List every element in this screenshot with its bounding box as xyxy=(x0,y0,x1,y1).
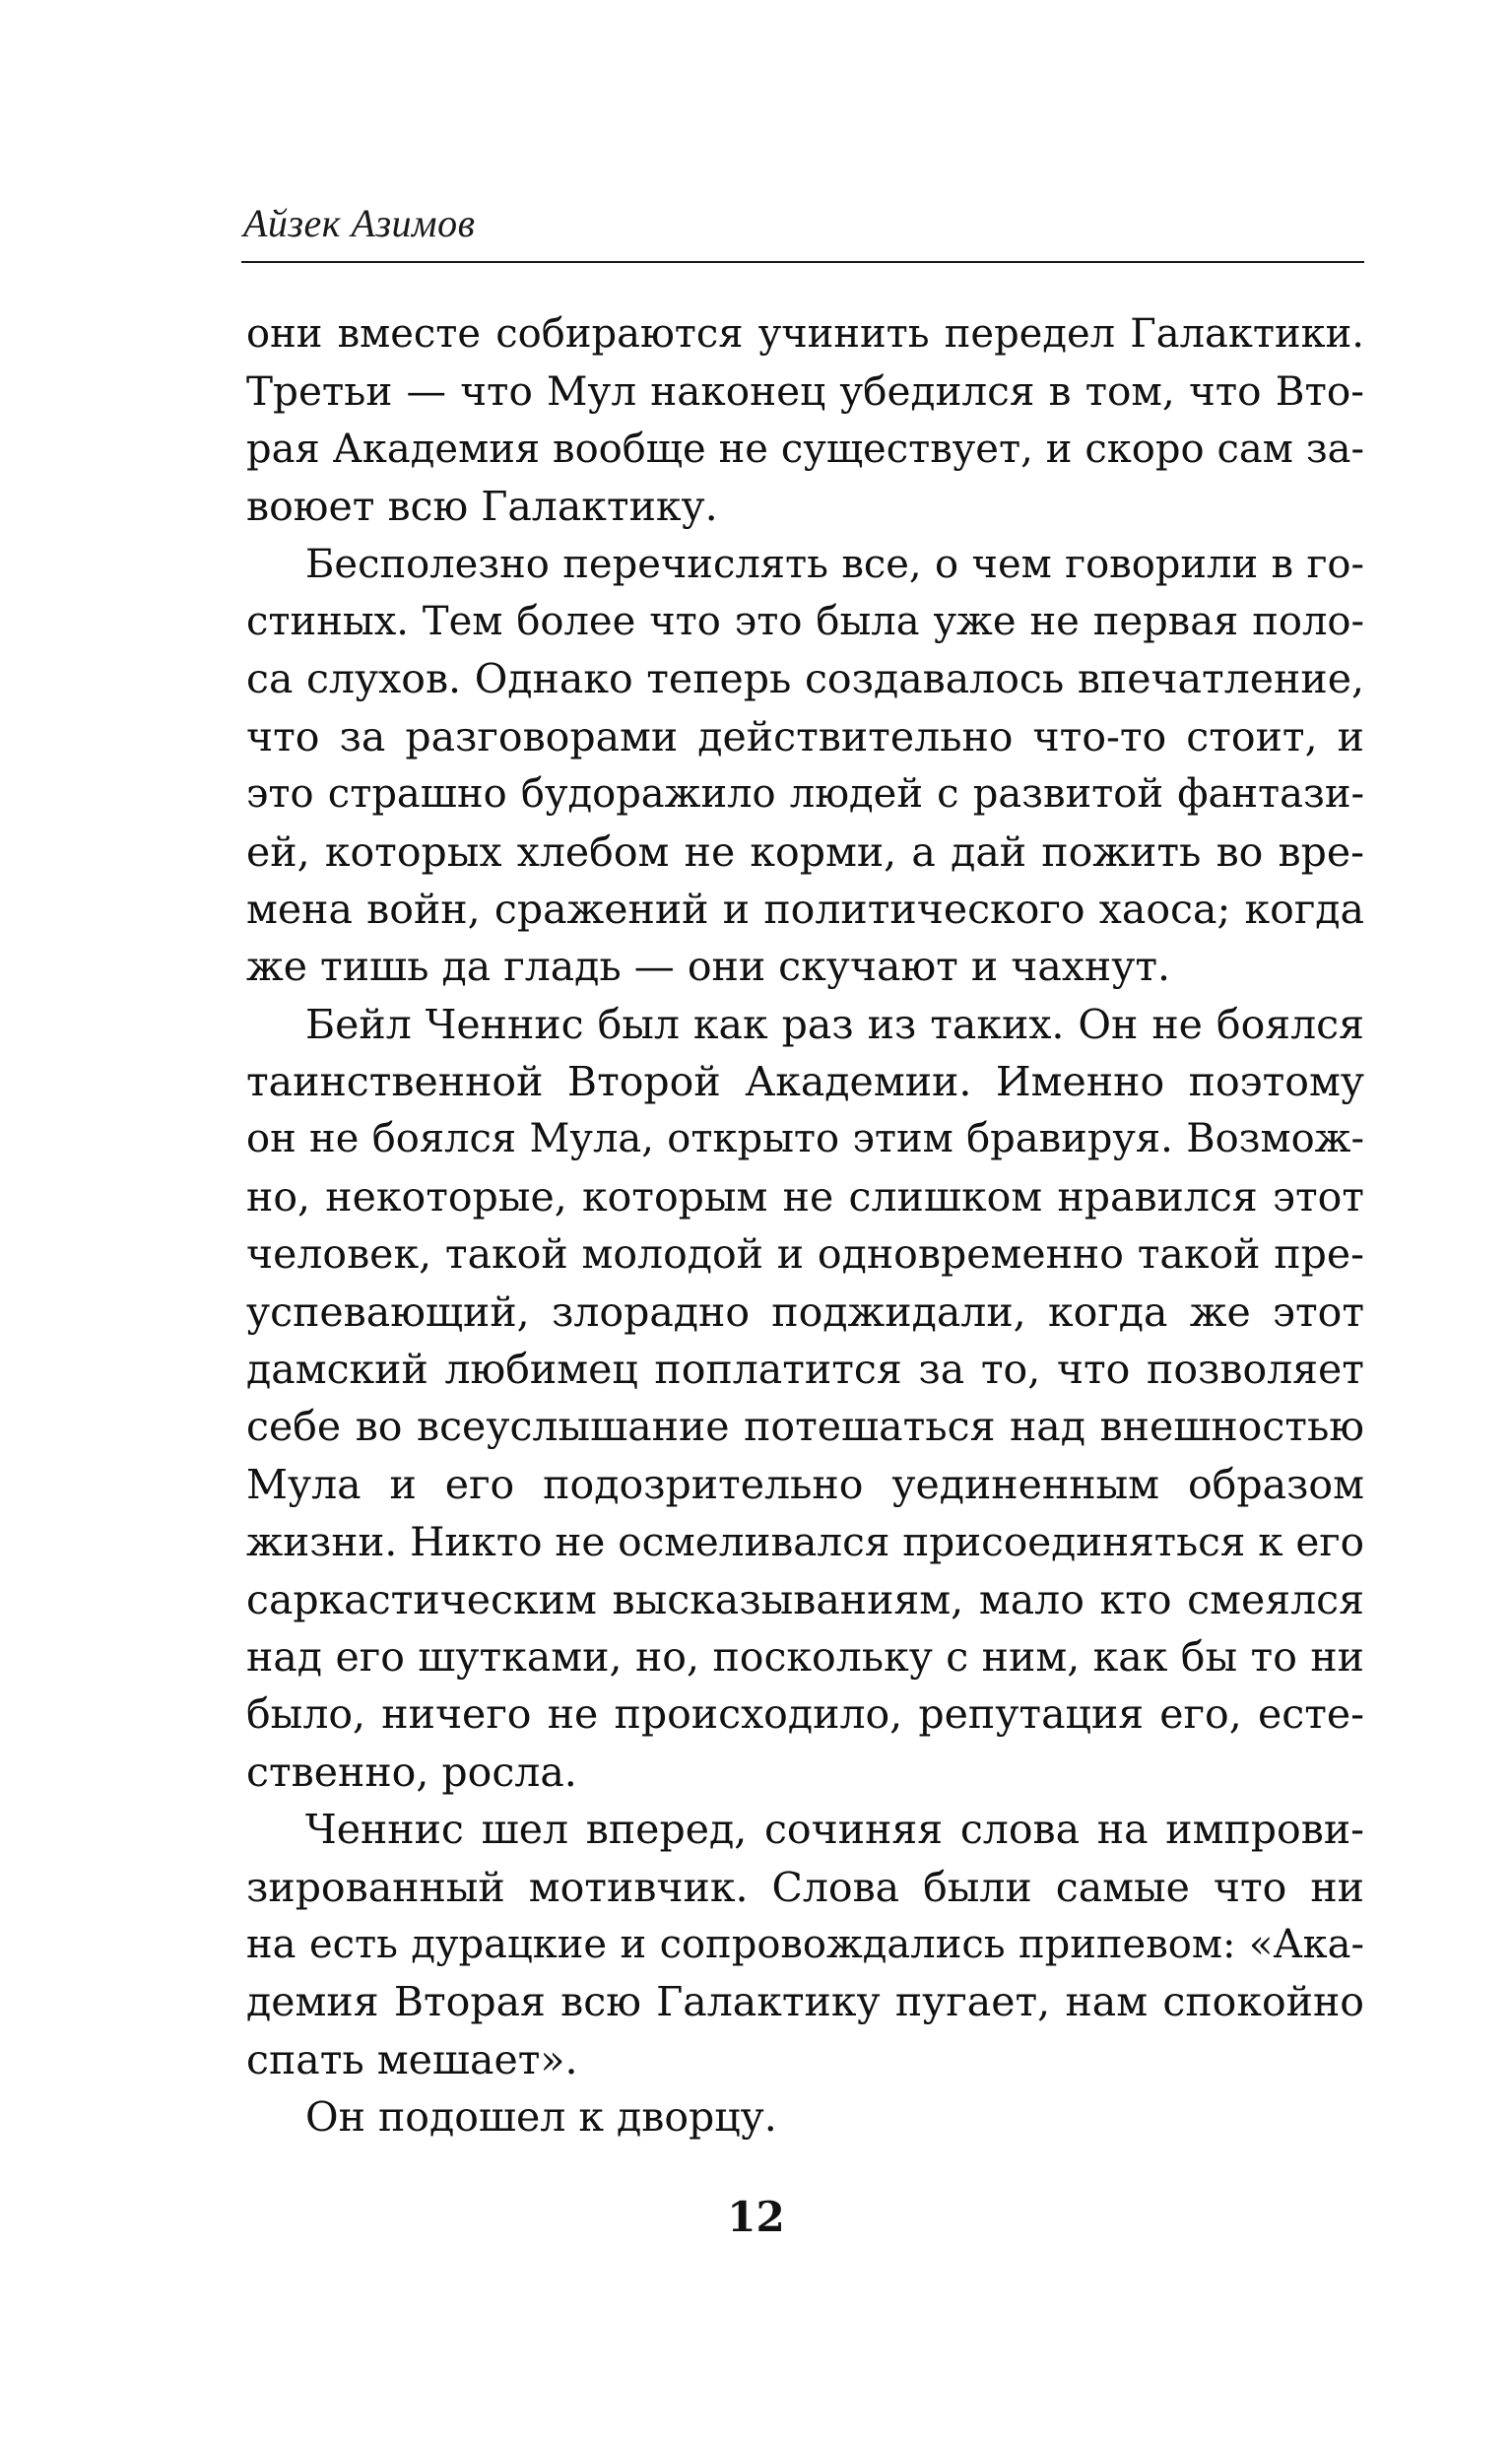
text-line: над его шутками, но, поскольку с ним, как бы то ни xyxy=(246,1632,1364,1681)
text-line: Он подошел к дворцу. xyxy=(305,2093,777,2142)
paragraph xyxy=(246,1801,1364,2088)
paragraph xyxy=(246,996,1364,1801)
text-line: себе во всеуслышание потешаться над внешностью xyxy=(246,1403,1364,1451)
header-rule xyxy=(241,261,1364,263)
text-line: но, некоторые, которым не слишком нравился этот xyxy=(246,1172,1364,1221)
text-line: зированный мотивчик. Слова были самые что ни xyxy=(246,1863,1364,1911)
text-line: он не боялся Мула, открыто этим бравируя. Возмож- xyxy=(246,1116,1364,1162)
paragraph xyxy=(246,536,1364,996)
text-line: Бейл Ченнис был как раз из таких. Он не боялся xyxy=(305,1000,1364,1048)
text-line: Мула и его подозрительно уединенным образом xyxy=(246,1460,1364,1508)
running-head-author: Айзек Азимов xyxy=(243,201,476,245)
text-line: Третьи — что Мул наконец убедился в том, что Вто- xyxy=(246,367,1364,416)
text-line: воюет всю Галактику. xyxy=(246,483,718,531)
body-text xyxy=(246,305,1364,2146)
text-line: успевающий, злорадно поджидали, когда же этот xyxy=(246,1288,1364,1336)
text-line: Ченнис шел вперед, сочиняя слова на импрови- xyxy=(305,1806,1364,1854)
text-line: ственно, росла. xyxy=(246,1748,577,1796)
paragraph xyxy=(246,2088,1364,2146)
text-line: стиных. Тем более что это была уже не первая поло- xyxy=(246,598,1364,644)
text-line: это страшно будоражило людей с развитой фантази- xyxy=(246,771,1364,818)
text-line: же тишь да гладь — они скучают и чахнут. xyxy=(246,943,1171,991)
text-line: саркастическим высказываниям, мало кто смеялся xyxy=(246,1575,1364,1623)
text-line: мена войн, сражений и политического хаоса; когда xyxy=(246,885,1364,933)
text-line: ей, которых хлебом не корми, а дай пожить во вре- xyxy=(246,827,1364,876)
page-number: 12 xyxy=(727,2193,785,2241)
text-line: что за разговорами действительно что-то стоит, и xyxy=(246,712,1364,760)
text-line: дамский любимец поплатится за то, что позволяет xyxy=(246,1346,1364,1394)
paragraph xyxy=(246,305,1364,536)
text-line: было, ничего не происходило, репутация его, есте- xyxy=(246,1690,1364,1739)
text-line: они вместе собираются учинить передел Галактики. xyxy=(246,311,1364,357)
text-line: демия Вторая всю Галактику пугает, нам спокойно xyxy=(246,1978,1364,2026)
text-line: са слухов. Однако теперь создавалось впечатление, xyxy=(246,655,1364,703)
text-line: жизни. Никто не осмеливался присоединяться к его xyxy=(246,1518,1364,1566)
text-line: Бесполезно перечислять все, о чем говорили в го- xyxy=(305,541,1364,587)
text-line: спать мешает». xyxy=(246,2035,578,2083)
text-line: человек, такой молодой и одновременно такой пре- xyxy=(246,1230,1364,1279)
text-line: таинственной Второй Академии. Именно поэтому xyxy=(246,1058,1364,1106)
text-line: рая Академия вообще не существует, и скоро сам за- xyxy=(246,426,1364,472)
text-line: на есть дурацкие и сопровождались припевом: «Ака- xyxy=(246,1921,1364,1967)
